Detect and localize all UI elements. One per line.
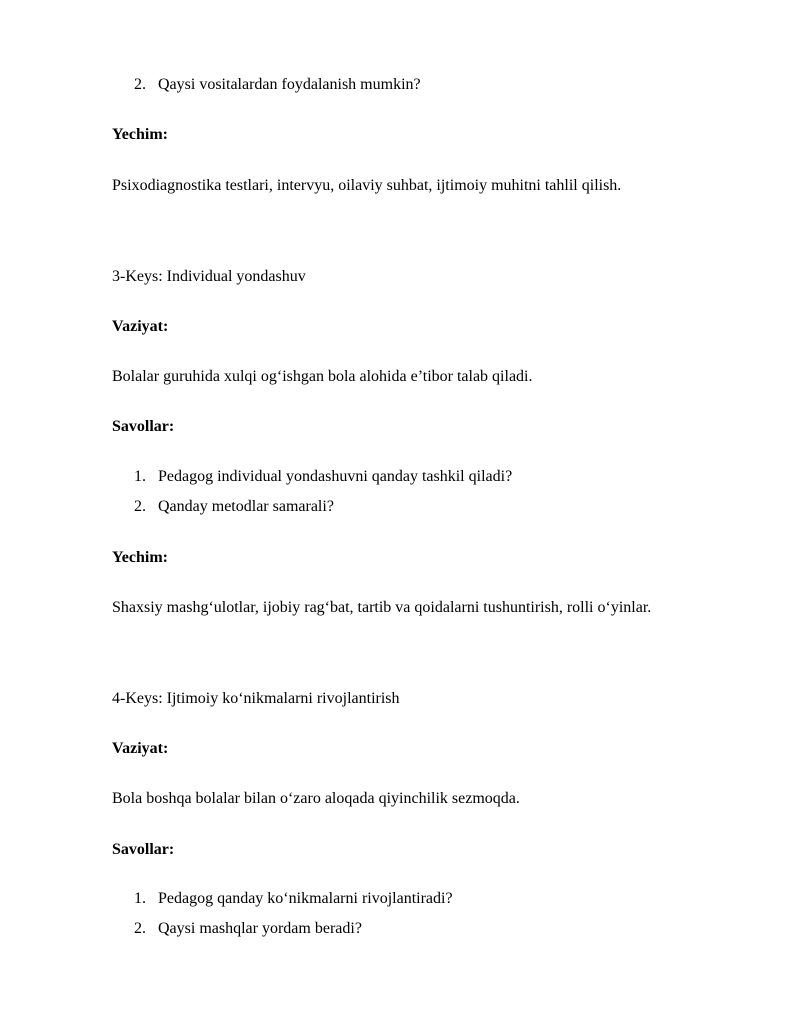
list-item-text: Pedagog qanday ko‘nikmalarni rivojlantiradi? (158, 890, 453, 907)
vaziyat-label: Vaziyat: (112, 740, 169, 757)
list-item-text: Qaysi vositalardan foydalanish mumkin? (158, 76, 421, 93)
vaziyat-label: Vaziyat: (112, 318, 169, 335)
list-item (134, 497, 334, 517)
list-item-text: Qanday metodlar samarali? (158, 498, 334, 515)
list-item-number: 2. (134, 498, 146, 515)
case-title: 4-Keys: Ijtimoiy ko‘nikmalarni rivojlantirish (112, 690, 400, 707)
list-item-number: 2. (134, 920, 146, 937)
list-item-number: 1. (134, 468, 146, 485)
list-item-text: Pedagog individual yondashuvni qanday tashkil qiladi? (158, 468, 513, 485)
list-item-text: Qaysi mashqlar yordam beradi? (158, 920, 362, 937)
savollar-label: Savollar: (112, 841, 175, 858)
yechim-text: Shaxsiy mashg‘ulotlar, ijobiy rag‘bat, tartib va qoidalarni tushuntirish, rolli o‘yinlar. (112, 599, 652, 616)
vaziyat-text: Bola boshqa bolalar bilan o‘zaro aloqada qiyinchilik sezmoqda. (112, 790, 520, 807)
vaziyat-text: Bolalar guruhida xulqi og‘ishgan bola alohida e’tibor talab qiladi. (112, 368, 533, 385)
yechim-label: Yechim: (112, 549, 168, 566)
yechim-text: Psixodiagnostika testlari, intervyu, oilaviy suhbat, ijtimoiy muhitni tahlil qilish. (112, 177, 622, 194)
list-item-number: 2. (134, 76, 146, 93)
yechim-label: Yechim: (112, 126, 168, 143)
savollar-label: Savollar: (112, 418, 175, 435)
list-item (134, 75, 421, 95)
list-item (134, 467, 512, 487)
case-title: 3-Keys: Individual yondashuv (112, 268, 306, 285)
list-item (134, 889, 453, 909)
list-item-number: 1. (134, 890, 146, 907)
list-item (134, 919, 362, 939)
